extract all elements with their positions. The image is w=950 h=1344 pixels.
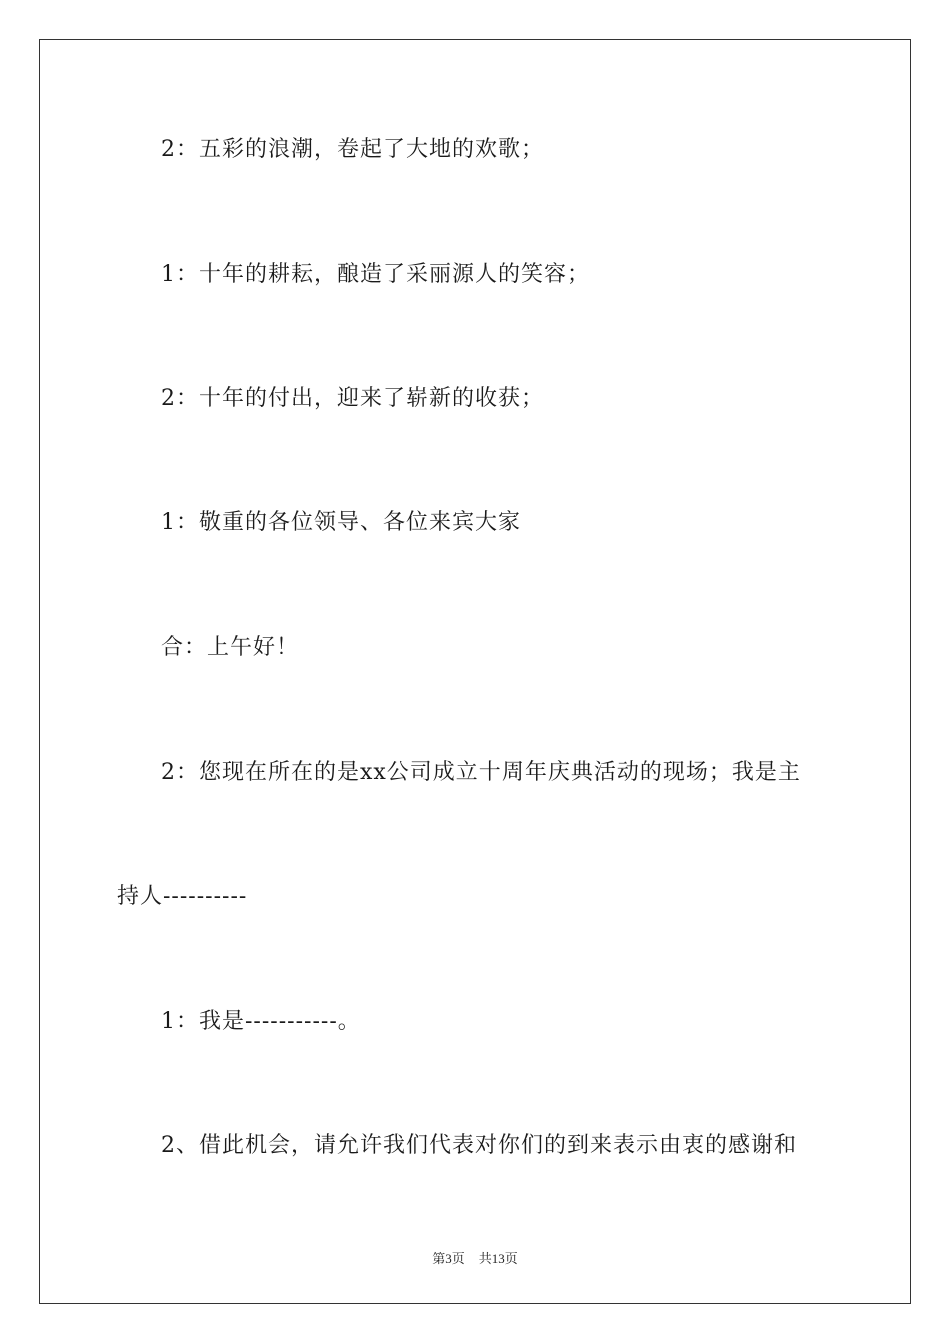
paragraph-line: 2、借此机会，请允许我们代表对你们的到来表示由衷的感谢和 [161, 1133, 797, 1158]
page-border [39, 39, 911, 1304]
paragraph-line: 1：敬重的各位领导、各位来宾大家 [161, 510, 521, 535]
paragraph-line: 合：上午好！ [161, 635, 300, 660]
paragraph-line: 2：十年的付出，迎来了崭新的收获； [161, 386, 544, 411]
paragraph-line: 1：十年的耕耘，酿造了采丽源人的笑容； [161, 262, 590, 287]
paragraph-line: 2：您现在所在的是xx公司成立十周年庆典活动的现场；我是主 [161, 760, 801, 785]
paragraph-line: 持人---------- [117, 884, 248, 909]
page-footer [0, 1248, 950, 1267]
page-total: 共13页 [478, 1251, 518, 1266]
paragraph-line: 1：我是-----------。 [161, 1009, 361, 1034]
page-number: 第3页 [432, 1251, 465, 1266]
paragraph-line: 2：五彩的浪潮，卷起了大地的欢歌； [161, 137, 544, 162]
